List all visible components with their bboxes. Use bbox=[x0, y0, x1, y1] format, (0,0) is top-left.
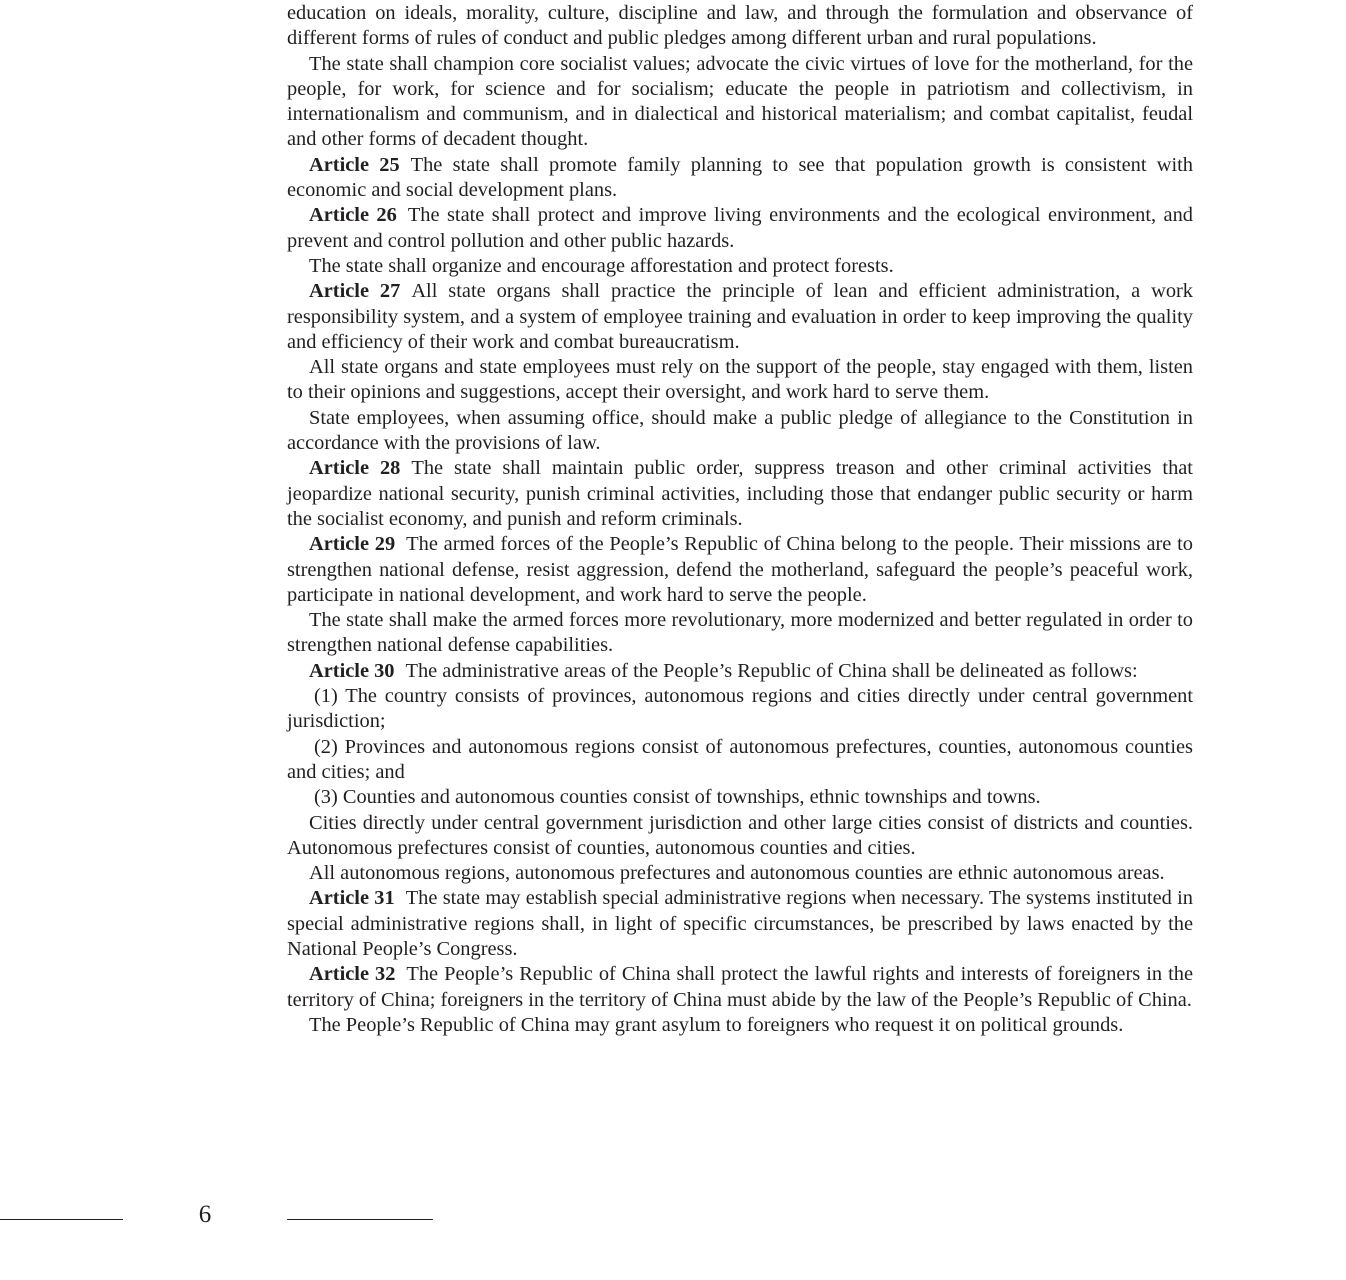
article-29 bbox=[287, 532, 1193, 608]
list-item-1: (1) The country consists of provinces, autonomous regions and cities directly under central government jurisdiction; bbox=[287, 685, 1193, 733]
paragraph-afforestation: The state shall organize and encourage afforestation and protect forests. bbox=[309, 254, 894, 277]
paragraph-asylum: The People’s Republic of China may grant asylum to foreigners who request it on political grounds. bbox=[309, 1013, 1124, 1036]
paragraph-cities: Cities directly under central government jurisdiction and other large cities consist of districts and counties. Autonomous prefectures consist of counties, autonomous counties and cities. bbox=[287, 811, 1193, 859]
article-30 bbox=[287, 659, 1193, 684]
article-text: The administrative areas of the People’s Republic of China shall be delineated as follows: bbox=[405, 659, 1138, 682]
paragraph-core-values: The state shall champion core socialist values; advocate the civic virtues of love for the motherland, for the people, for work, for science and for socialism; educate the people in patriotism and collectivism, in internationalism and communism, and in dialectical and historical materialism; and combat capitalist, feudal and other forms of decadent thought. bbox=[287, 52, 1193, 151]
article-text: The state shall protect and improve living environments and the ecological environment, and prevent and control pollution and other public hazards. bbox=[287, 204, 1193, 252]
page-number: 6 bbox=[198, 1201, 212, 1228]
paragraph-pledge: State employees, when assuming office, should make a public pledge of allegiance to the Constitution in accordance with the provisions of law. bbox=[287, 406, 1193, 455]
article-28 bbox=[287, 456, 1193, 532]
article-label: Article 27 bbox=[309, 280, 401, 303]
document-body bbox=[287, 1, 1193, 1038]
article-label: Article 25 bbox=[309, 153, 400, 176]
article-text: The state may establish special administrative regions when necessary. The systems instituted in special administrative regions shall, in light of specific circumstances, be prescribed by laws enacted by the National People’s Congress. bbox=[287, 887, 1193, 960]
paragraph-armed-forces: The state shall make the armed forces more revolutionary, more modernized and better regulated in order to strengthen national defense capabilities. bbox=[287, 609, 1193, 657]
article-27 bbox=[287, 279, 1193, 355]
article-label: Article 31 bbox=[309, 887, 395, 910]
footer-rule-right bbox=[287, 1219, 433, 1220]
article-label: Article 26 bbox=[309, 204, 397, 227]
article-text: The state shall promote family planning to see that population growth is consistent with economic and social development plans. bbox=[287, 153, 1193, 202]
article-26 bbox=[287, 203, 1193, 254]
article-text: The armed forces of the People’s Republic of China belong to the people. Their missions are to strengthen national defense, resist aggression, defend the motherland, safeguard the people’s peaceful work, participate in national development, and work hard to serve the people. bbox=[287, 533, 1193, 606]
article-label: Article 32 bbox=[309, 963, 396, 986]
article-31 bbox=[287, 886, 1193, 962]
paragraph-state-organs: All state organs and state employees must rely on the support of the people, stay engaged with them, listen to their opinions and suggestions, accept their oversight, and work hard to serve them. bbox=[287, 356, 1193, 404]
list-item-3: (3) Counties and autonomous counties consist of townships, ethnic townships and towns. bbox=[314, 786, 1041, 809]
article-text: All state organs shall practice the principle of lean and efficient administration, a work responsibility system, and a system of employee training and evaluation in order to keep improving the quality and efficiency of their work and combat bureaucratism. bbox=[287, 280, 1193, 353]
article-label: Article 28 bbox=[309, 457, 401, 480]
list-item-2: (2) Provinces and autonomous regions consist of autonomous prefectures, counties, autonomous counties and cities; and bbox=[287, 735, 1193, 783]
article-32 bbox=[287, 962, 1193, 1013]
article-text: The People’s Republic of China shall protect the lawful rights and interests of foreigners in the territory of China; foreigners in the territory of China must abide by the law of the People’s Republic of China. bbox=[287, 963, 1193, 1011]
paragraph-autonomous-areas: All autonomous regions, autonomous prefectures and autonomous counties are ethnic autonomous areas. bbox=[309, 862, 1165, 885]
article-label: Article 30 bbox=[309, 659, 395, 682]
paragraph-continuation: education on ideals, morality, culture, discipline and law, and through the formulation and observance of different forms of rules of conduct and public pledges among different urban and rural populations. bbox=[287, 2, 1193, 50]
footer-rule-left bbox=[0, 1219, 123, 1220]
article-25 bbox=[287, 153, 1193, 204]
article-label: Article 29 bbox=[309, 533, 396, 556]
article-text: The state shall maintain public order, suppress treason and other criminal activities that jeopardize national security, punish criminal activities, including those that endanger public security or harm the socialist economy, and punish and reform criminals. bbox=[287, 457, 1193, 530]
